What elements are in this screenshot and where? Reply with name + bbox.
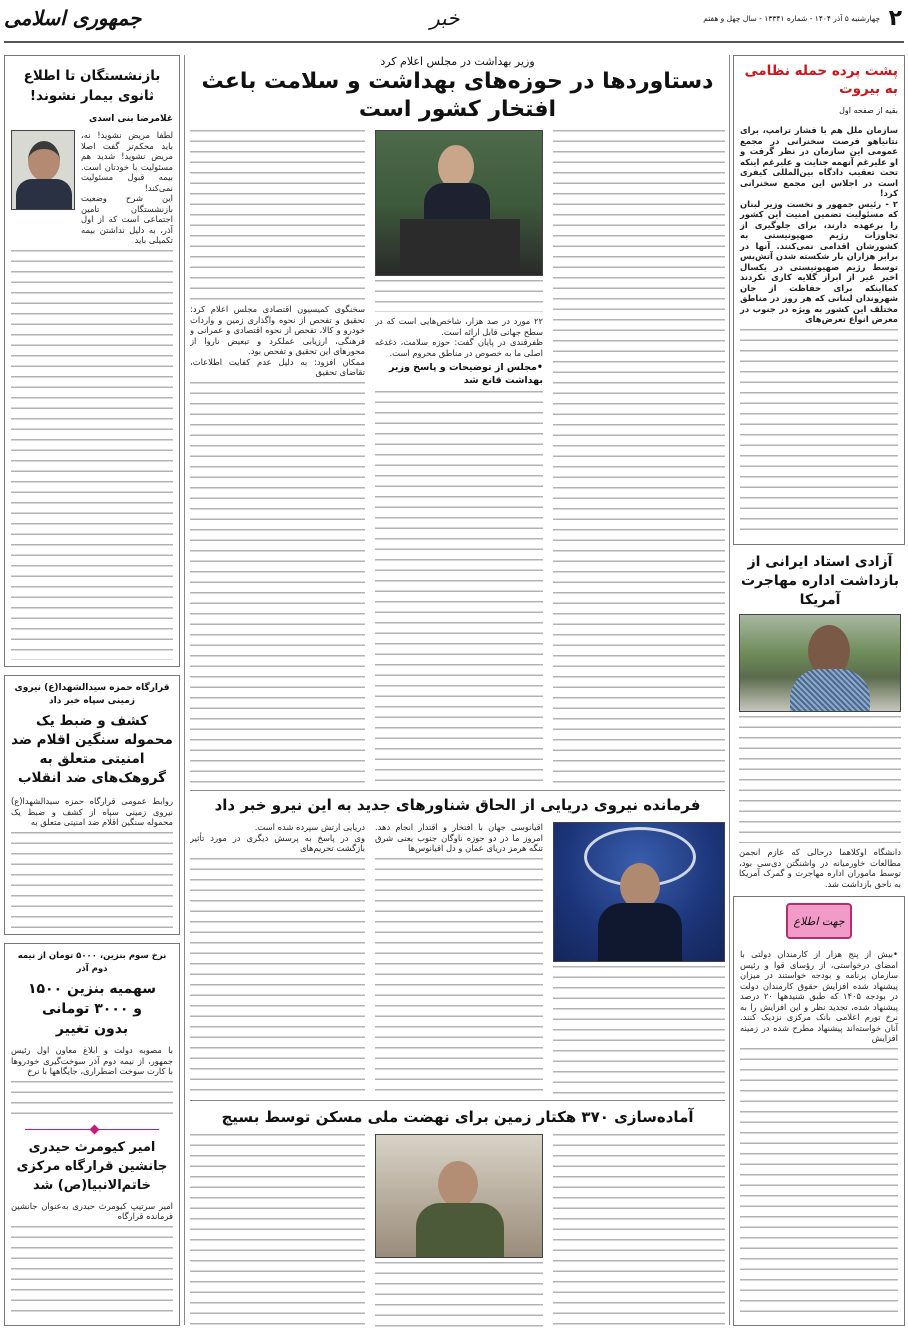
navy-title: فرمانده نیروی دریایی از الحاق شناورهای جدید به این نیرو خبر داد bbox=[214, 796, 701, 814]
navy-paragraph: وی در پاسخ به پرسش دیگری در مورد تأثیر بازگشت تحریم‌های bbox=[190, 832, 365, 853]
seizure-title: کشف و ضبط یک محموله سنگین اقلام ضد امنیتی متعلق به گروهک‌های ضد انقلاب bbox=[11, 713, 173, 786]
speaker-figure bbox=[438, 1161, 478, 1207]
seizure-paragraph: روابط عمومی قرارگاه حمزه سیدالشهدا(ع) نیروی زمینی سپاه از کشف و ضبط یک محموله سنگین اقلام ضد امنیتی متعلق به bbox=[11, 796, 173, 827]
ornament-divider bbox=[25, 1129, 159, 1130]
author-suit bbox=[16, 179, 72, 210]
navy-paragraph: دریایی ارتش سپرده شده است. bbox=[254, 822, 365, 832]
navy-column-2 bbox=[375, 822, 543, 1094]
basij-divider bbox=[190, 1100, 725, 1101]
seizure-kicker: قرارگاه حمزه سیدالشهدا(ع) نیروی زمینی سپاه خبر داد bbox=[14, 683, 170, 706]
health-article bbox=[190, 55, 725, 785]
author-face bbox=[28, 141, 60, 181]
seizure-article bbox=[4, 675, 180, 935]
navy-column-1 bbox=[553, 822, 725, 1094]
health-subhead: •مجلس از توضیحات و پاسخ وزیر بهداشت قانع شد bbox=[389, 362, 543, 386]
heydari-paragraph: امیر سرتیپ کیومرث حیدری به‌عنوان جانشین فرمانده قرارگاه bbox=[11, 1200, 173, 1221]
heydari-body-text bbox=[11, 1226, 173, 1320]
oped-author: غلامرضا بنی اسدی bbox=[88, 114, 173, 124]
jahat-paragraph: •بیش از پنج هزار از کارمندان دولتی با امضای درخواستی، از رؤسای قوا و رئیس سازمان برنامه و بودجه خواستند در میزان پیشنهاد شده افزایش حقوق کارمندان دولت در بودجه ۱۴۰۵ که طبق شنیدهها ۲۰ درصد پیشنهاد شده، تجدید نظر و این افزایش را به نرخ تورم اعلامی بانک مرکزی نزدیک کنند. آنان خواسته‌اند پیشنهاد مطرح شده در زمینه افزایش bbox=[740, 949, 898, 1043]
health-column-3-text bbox=[190, 130, 365, 300]
health-column-3 bbox=[190, 130, 365, 785]
basij-article bbox=[190, 1106, 725, 1328]
basij-column-1 bbox=[553, 1134, 725, 1328]
beirut-paragraph: سازمان ملل هم با فشار ترامپ، برای نتانیاهو فرصت سخنرانی در مجمع عمومی این سازمان در نظر گرفت و او علیرغم آنهمه جنایت و علیرغم اینکه تحت تعقیب دادگاه بین‌المللی کیفری است در اجلاس این مجمع سخنرانی کرد! bbox=[740, 125, 898, 198]
minister-suit bbox=[424, 183, 490, 223]
header-rule bbox=[4, 41, 904, 43]
masthead-logo: جمهوری اسلامی bbox=[4, 6, 142, 30]
navy-paragraph: اقیانوسی جهان با افتخار و اقتدار انجام دهد. امروز ما در دو حوزه ناوگان جنوب یعنی شرق تنگه هرمز دریای عمان و دل اقیانوس‌ها bbox=[375, 822, 543, 853]
jahat-ettela-logo bbox=[786, 903, 852, 939]
oped-body-text bbox=[11, 250, 173, 661]
section-title: خبر bbox=[430, 6, 460, 30]
beirut-kicker: بقیه از صفحه اول bbox=[839, 106, 898, 115]
speaker-uniform bbox=[416, 1203, 504, 1258]
dateline: چهارشنبه ۵ آذر ۱۴۰۴ - شماره ۱۳۳۴۱ - سال چهل و هفتم bbox=[703, 14, 880, 23]
jahat-body-text bbox=[740, 1048, 898, 1320]
fuel-title: سهمیه بنزین ۱۵۰۰ و ۳۰۰۰ تومانی بدون تغییر bbox=[27, 981, 157, 1037]
column-divider bbox=[184, 55, 185, 1325]
oped-intro-text bbox=[81, 130, 173, 246]
professor-paragraph: دانشگاه اوکلاهما درحالی که عازم انجمن مطالعات خاورمیانه در واشنگتن دی‌سی بود، توسط ماموران اداره مهاجرت و گمرک آمریکا به ناحق بازداشت شد. bbox=[739, 847, 901, 889]
podium bbox=[400, 219, 520, 276]
health-column-2-more-text bbox=[375, 391, 543, 785]
navy-column-3 bbox=[190, 822, 365, 1094]
professor-photo bbox=[739, 614, 901, 712]
navy-column-3-text bbox=[190, 858, 365, 1095]
fuel-paragraph: با مصوبه دولت و ابلاغ معاون اول رئیس جمهور، از نیمه دوم آذر سوخت‌گیری خودروها با کارت سوخت اضطراری، جایگاهها با نرخ bbox=[11, 1045, 173, 1076]
health-column-2 bbox=[375, 130, 543, 785]
column-divider bbox=[729, 55, 730, 1325]
professor-article bbox=[733, 553, 905, 889]
health-paragraph: سخنگوی کمیسیون اقتصادی مجلس اعلام کرد: تحقیق و تفحص از نحوه واگذاری زمین و واردات خودرو و کالا، تفحص از نحوه اقتصادی و عمرانی و فرهنگی، ارزیابی عملکرد و تبعیض ناروا از محورهای این تحقیق و تفحص بود. bbox=[190, 304, 365, 356]
basij-column-2 bbox=[375, 1134, 543, 1328]
oped-intro bbox=[11, 130, 173, 246]
health-minister-photo bbox=[375, 130, 543, 276]
health-column-1 bbox=[553, 130, 725, 785]
professor-title: آزادی استاد ایرانی از بازداشت اداره مهاجرت آمریکا bbox=[740, 554, 900, 608]
health-column-3-more-text bbox=[190, 382, 365, 786]
health-paragraph: ممکان افزود: به دلیل عدم کفایت اطلاعات، تقاضای تحقیق bbox=[190, 356, 365, 377]
commander-uniform bbox=[598, 903, 682, 962]
jahat-ettela-box bbox=[733, 896, 905, 1326]
navy-column-2-text bbox=[375, 858, 543, 1095]
fuel-heydari-box bbox=[4, 943, 180, 1326]
beirut-paragraph: ۲ - رئیس جمهور و نخست وزیر لبنان که مسئولیت تضمین امنیت این کشور را برعهده دارند، برای جلوگیری از تجاوزات رژیم صهیونیستی به کشورشان اقدامی نمی‌کنند. آنها در برابر هزاران بار شکسته شدن آتش‌بس توسط رژیم صهیونیستی در یکسال اخیر غیر از ابراز گلایه کاری نکردند کمااینکه برای حفاظت از جان شهروندان لبنانی که هر روز در مناطق مختلف این کشور به ویژه در جنوب در معرض انواع تعرض‌های bbox=[740, 198, 898, 324]
health-column-1-text bbox=[553, 130, 725, 785]
beirut-body-text bbox=[740, 329, 898, 539]
heydari-title: امیر کیومرث حیدری جانشین قرارگاه مرکزی خاتم‌الانبیا(ص) شد bbox=[16, 1139, 168, 1193]
jahat-ettela-logo-text: جهت اطلاع bbox=[793, 914, 845, 928]
beirut-article bbox=[733, 55, 905, 545]
fuel-kicker: نرخ سوم بنزین، ۵۰۰۰ تومان از نیمه دوم آذر bbox=[17, 951, 167, 974]
health-paragraph: ۲۲ مورد در صد هزار، شاخص‌هایی است که در سطح جهانی قابل ارائه است. bbox=[375, 316, 543, 337]
fuel-body-text bbox=[11, 1081, 173, 1123]
seizure-body-text bbox=[11, 832, 173, 929]
oped-article bbox=[4, 55, 180, 667]
oped-title: بازنشستگان تا اطلاع ثانوی بیمار نشوند! bbox=[23, 68, 161, 104]
page-number: ۲ bbox=[888, 6, 902, 31]
navy-column-1-text bbox=[553, 966, 725, 1094]
health-column-2-text bbox=[375, 280, 543, 312]
beirut-title: پشت پرده حمله نظامی به بیروت bbox=[744, 63, 898, 97]
oped-paragraph: لطفا مریض نشوید! نه، باید محکم‌تر گفت اصلا مریض نشوید! شدید هم مسئولیت با خودتان است. بیمه قبول مسئولیت نمی‌کند! bbox=[81, 130, 173, 193]
basij-column-3 bbox=[190, 1134, 365, 1328]
person-shirt bbox=[790, 669, 870, 712]
professor-body-text bbox=[739, 716, 901, 843]
health-kicker: وزیر بهداشت در مجلس اعلام کرد bbox=[380, 55, 535, 68]
basij-column-2-text bbox=[375, 1262, 543, 1328]
health-paragraph: ظفرقندی در پایان گفت: حوزه سلامت، دغدغه اصلی ما به خصوص در مناطق محروم است. bbox=[375, 337, 543, 358]
oped-paragraph: این شرح وضعیت بازنشستگان تامین اجتماعی است که از اول آذر، به دلیل نداشتن بیمه تکمیلی باید bbox=[81, 193, 173, 245]
basij-photo bbox=[375, 1134, 543, 1258]
basij-column-3-text bbox=[190, 1134, 365, 1328]
health-title: دستاوردها در حوزه‌های بهداشت و سلامت باعث افتخار کشور است bbox=[201, 69, 714, 122]
author-photo bbox=[11, 130, 75, 210]
navy-commander-photo bbox=[553, 822, 725, 962]
navy-divider bbox=[190, 790, 725, 791]
basij-title: آماده‌سازی ۳۷۰ هکتار زمین برای نهضت ملی مسکن توسط بسیج bbox=[221, 1108, 694, 1126]
navy-article bbox=[190, 794, 725, 1094]
ornament-diamond bbox=[90, 1124, 100, 1134]
basij-column-1-text bbox=[553, 1134, 725, 1328]
